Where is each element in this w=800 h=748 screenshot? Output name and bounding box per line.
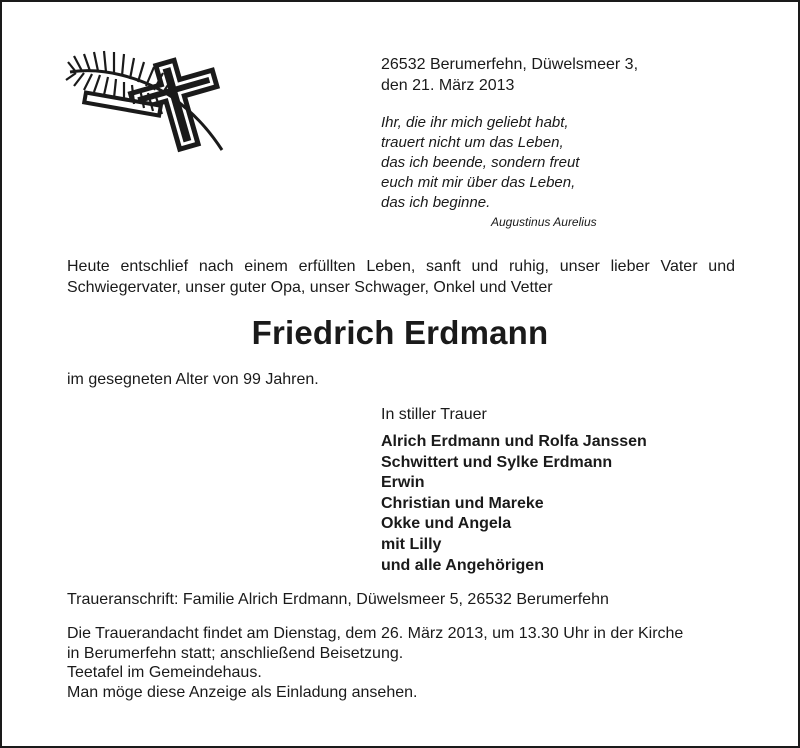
service-line: Man möge diese Anzeige als Einladung ansehen.	[67, 683, 418, 701]
intro-text: Heute entschlief nach einem erfüllten Leben, sanft und ruhig, unser lieber Vater und Schwiegervater, unser guter Opa, unser Schwager, Onkel und Vetter	[67, 258, 735, 296]
mourner-name: und alle Angehörigen	[381, 556, 544, 574]
service-line: Teetafel im Gemeindehaus.	[67, 664, 262, 681]
mourner-name: Erwin	[381, 474, 425, 492]
mourner-name: Christian und Mareke	[381, 494, 544, 512]
service-line: Die Trauerandacht findet am Dienstag, dem 26. März 2013, um 13.30 Uhr in der Kirche	[67, 625, 684, 642]
mourning-intro: In stiller Trauer	[381, 406, 487, 423]
mourners-list	[381, 432, 647, 576]
mourner-name: mit Lilly	[381, 535, 442, 553]
address-line: 26532 Berumerfehn, Düwelsmeer 3,	[381, 56, 639, 73]
poem-line: trauert nicht um das Leben,	[381, 134, 564, 151]
date-line: den 21. März 2013	[381, 77, 515, 94]
poem-line: Ihr, die ihr mich geliebt habt,	[381, 114, 569, 131]
poem-author: Augustinus Aurelius	[491, 215, 597, 229]
mourner-name: Schwittert und Sylke Erdmann	[381, 453, 613, 471]
mourner-name: Okke und Angela	[381, 515, 512, 533]
mourning-address: Traueranschrift: Familie Alrich Erdmann, Düwelsmeer 5, 26532 Berumerfehn	[67, 591, 609, 608]
service-line: in Berumerfehn statt; anschließend Beisetzung.	[67, 644, 404, 662]
mourner-name: Alrich Erdmann und Rolfa Janssen	[381, 433, 647, 450]
poem-line: das ich beginne.	[381, 194, 491, 211]
poem-line: das ich beende, sondern freut	[381, 154, 580, 171]
poem	[381, 113, 579, 213]
deceased-name: Friedrich Erdmann	[251, 314, 549, 351]
place-and-date	[381, 54, 638, 96]
service-details	[67, 624, 683, 702]
cross-with-palm-frond-icon	[62, 42, 232, 157]
poem-line: euch mit mir über das Leben,	[381, 174, 576, 191]
age-text: im gesegneten Alter von 99 Jahren.	[67, 371, 319, 388]
